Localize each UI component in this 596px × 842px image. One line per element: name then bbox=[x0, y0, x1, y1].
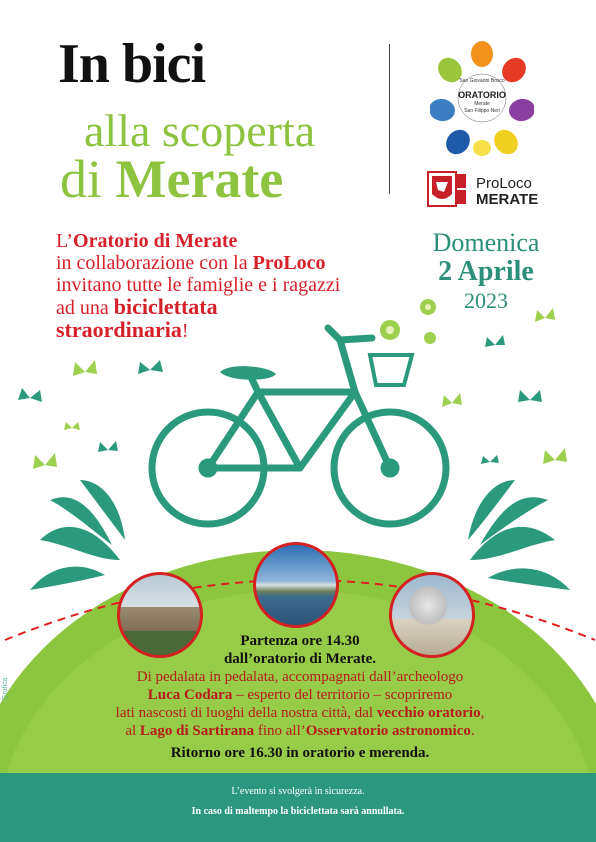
event-date-main: 2 Aprile bbox=[438, 256, 534, 287]
footer-text bbox=[0, 784, 596, 820]
credit-text: Grafica bbox=[2, 677, 9, 700]
coat-of-arms-icon bbox=[426, 170, 470, 208]
start-time: Partenza ore 14.30 bbox=[240, 633, 360, 649]
title-line-3: di Merate bbox=[60, 149, 284, 209]
oratorio-name: ORATORIO bbox=[458, 90, 506, 100]
photo-lake bbox=[253, 542, 339, 628]
oratorio-sub: San Filippo Neri bbox=[464, 108, 500, 114]
event-day: Domenica bbox=[432, 228, 540, 257]
intro-line-2: in collaborazione con la ProLoco bbox=[56, 252, 326, 274]
butterfly-icon bbox=[18, 335, 542, 464]
event-year: 2023 bbox=[464, 288, 508, 313]
leaf-icon bbox=[468, 480, 570, 590]
divider bbox=[389, 44, 390, 194]
desc-line-3: lati nascosti di luoghi della nostra città, dal vecchio oratorio, bbox=[115, 705, 485, 721]
bicycle-icon bbox=[152, 328, 446, 524]
title-line-2: alla scoperta bbox=[84, 105, 316, 156]
oratorio-ring-text: San Giovanni Bosco bbox=[459, 78, 505, 84]
desc-line-2: Luca Codara – esperto del territorio – scopriremo bbox=[147, 687, 453, 703]
leaf-icon bbox=[30, 480, 125, 590]
return-time: Ritorno ore 16.30 in oratorio e merenda. bbox=[170, 745, 430, 761]
event-info bbox=[80, 632, 520, 762]
intro-line-4: ad una biciclettata bbox=[56, 294, 218, 319]
oratorio-logo bbox=[430, 40, 534, 156]
oratorio-city: Merate bbox=[474, 101, 490, 107]
intro-line-5: straordinaria! bbox=[56, 317, 189, 342]
start-place: dall’oratorio di Merate. bbox=[223, 651, 377, 667]
footer-line-1: L’evento si svolgerà in sicurezza. bbox=[231, 786, 365, 797]
intro-line-1: L’Oratorio di Merate bbox=[56, 230, 238, 252]
footer-line-2: In caso di maltempo la biciclettata sarà annullata. bbox=[191, 806, 405, 817]
title-line-1: In bici bbox=[58, 33, 206, 95]
proloco-logo-text: ProLoco MERATE bbox=[476, 175, 539, 208]
intro-line-3: invitano tutte le famiglie e i ragazzi bbox=[56, 274, 341, 296]
desc-line-4: al Lago di Sartirana fino all’Osservatorio astronomico. bbox=[125, 723, 475, 739]
intro-text bbox=[56, 230, 340, 342]
desc-line-1: Di pedalata in pedalata, accompagnati dall’archeologo bbox=[136, 669, 464, 685]
event-date bbox=[406, 229, 566, 315]
